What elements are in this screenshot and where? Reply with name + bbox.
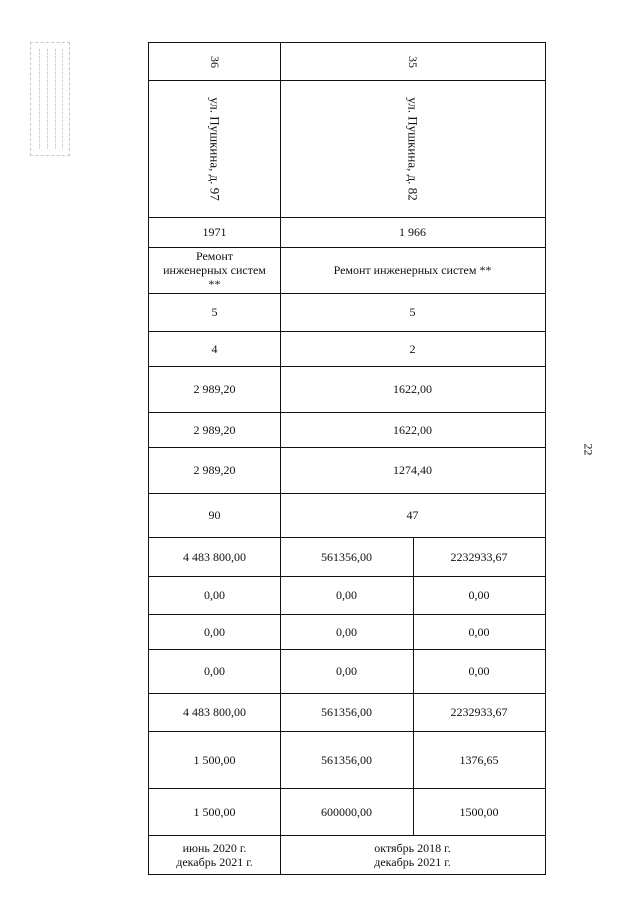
col1-entrances: 4: [211, 341, 218, 356]
col2-work-type: Ремонт инженерных систем **: [333, 263, 492, 277]
col1-zero-1: 0,00: [204, 588, 225, 602]
col2-area-total: 1622,00: [393, 382, 432, 396]
col1-residents: 90: [208, 508, 221, 522]
col2b-zero-2: 0,00: [468, 624, 490, 639]
col1-year: 1971: [202, 225, 227, 239]
col1-floors: 5: [211, 305, 218, 319]
col2b-cost-owners: 2232933,67: [450, 705, 508, 719]
col2a-zero-1: 0,00: [336, 588, 357, 602]
col1-unit-cost: 1 500,00: [193, 752, 236, 767]
col2-residents: 47: [406, 508, 419, 522]
col2-period: [280, 835, 545, 874]
col1-zero-3: 0,00: [204, 664, 225, 678]
col2a-cost-owners: 561356,00: [321, 705, 372, 719]
col1-work-type: Ремонт инженерных систем **: [163, 249, 266, 291]
col1-max-unit-cost: 1 500,00: [193, 804, 236, 819]
col1-period-start: июнь 2020 г.: [182, 840, 247, 855]
col2-address: ул. Пушкина, д. 82: [405, 96, 421, 201]
col1-period: [149, 835, 280, 874]
col2-number: 35: [405, 55, 420, 68]
col2-area-3: 1274,40: [393, 463, 432, 477]
col2b-zero-1: 0,00: [468, 588, 490, 602]
col2a-max-unit-cost: 600000,00: [321, 804, 372, 819]
col2-area-2: 1622,00: [393, 422, 432, 437]
faded-stamp: [30, 42, 70, 156]
col1-area-3: 2 989,20: [193, 463, 236, 477]
col2b-cost-total: 2232933,67: [450, 549, 508, 564]
col2a-zero-2: 0,00: [336, 624, 357, 639]
col2-floors: 5: [409, 305, 416, 319]
data-table: [148, 42, 546, 875]
col2a-unit-cost: 561356,00: [321, 752, 372, 767]
col1-address: ул. Пушкина, д. 97: [207, 96, 223, 201]
col2a-cost-total: 561356,00: [321, 549, 372, 564]
col1-area-total: 2 989,20: [193, 382, 236, 396]
col2b-unit-cost: 1376,65: [459, 752, 499, 767]
page-number: 22: [581, 443, 596, 456]
col1-period-end: декабрь 2021 г.: [176, 854, 253, 869]
col1-number: 36: [207, 55, 222, 68]
col2-year: 1 966: [399, 225, 426, 239]
col1-area-2: 2 989,20: [193, 422, 236, 437]
col2-period-end: декабрь 2021 г.: [374, 854, 451, 869]
col2b-zero-3: 0,00: [468, 664, 490, 678]
col2b-max-unit-cost: 1500,00: [459, 804, 499, 819]
col1-zero-2: 0,00: [204, 624, 225, 639]
col2-entrances: 2: [409, 341, 416, 356]
col2a-zero-3: 0,00: [336, 664, 357, 678]
col2-period-start: октябрь 2018 г.: [374, 840, 451, 855]
col1-cost-total: 4 483 800,00: [183, 549, 246, 564]
col1-cost-owners: 4 483 800,00: [183, 705, 246, 719]
